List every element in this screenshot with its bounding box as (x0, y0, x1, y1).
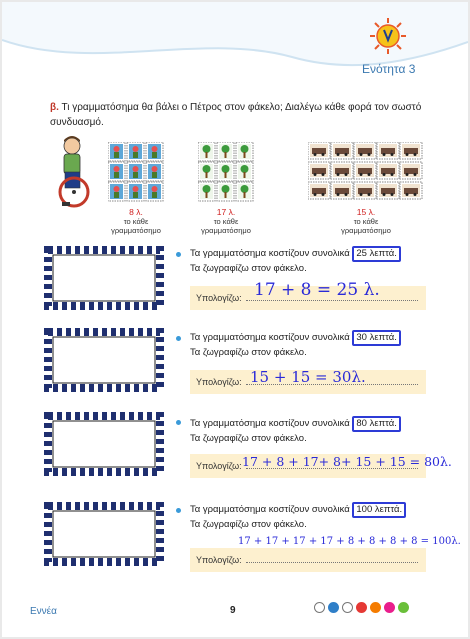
task-4-text (190, 502, 450, 532)
amount-box: 25 λεπτά. (352, 246, 401, 262)
envelope-frame-3 (44, 412, 164, 476)
task-3-text (190, 416, 450, 446)
task-line: Τα γραμματόσημα κοστίζουν συνολικά (190, 504, 350, 515)
task-line: Τα ζωγραφίζω στον φάκελο. (190, 347, 307, 358)
stamp-grid-8 (108, 142, 164, 202)
color-dot (356, 602, 367, 613)
calc-label: Υπολογίζω: (196, 377, 242, 387)
envelope-frame-4 (44, 502, 164, 566)
amount-box: 30 λεπτά. (352, 330, 401, 346)
task-line: Τα ζωγραφίζω στον φάκελο. (190, 519, 307, 530)
stamp-caption-17 (196, 208, 256, 235)
task-line: Τα ζωγραφίζω στον φάκελο. (190, 263, 307, 274)
calc-box-4 (190, 548, 426, 572)
task-line: Τα ζωγραφίζω στον φάκελο. (190, 433, 307, 444)
stamp-caption-line: το κάθε (213, 217, 239, 226)
color-dot (398, 602, 409, 613)
bullet-dot (176, 420, 181, 425)
answer-2: 15 + 15 = 30λ. (250, 368, 366, 386)
page-number: 9 (230, 605, 236, 616)
stamp-caption-8 (106, 208, 166, 235)
task-1-text (190, 246, 450, 276)
bullet-dot (176, 252, 181, 257)
stamp-caption-line: γραμματόσημο (341, 226, 391, 235)
calc-label: Υπολογίζω: (196, 461, 242, 471)
question-body: Τι γραμματόσημα θα βάλει ο Πέτρος στον φάκελο; Διαλέγω κάθε φορά τον σωστό συνδυασμό. (50, 102, 422, 128)
stamp-caption-line: γραμματόσημο (201, 226, 251, 235)
task-line: Τα γραμματόσημα κοστίζουν συνολικά (190, 332, 350, 343)
stamps-8 (108, 142, 164, 207)
task-line: Τα γραμματόσημα κοστίζουν συνολικά (190, 418, 350, 429)
calc-label: Υπολογίζω: (196, 293, 242, 303)
color-dot (370, 602, 381, 613)
task-2-text (190, 330, 450, 360)
question-text (50, 100, 430, 130)
question-label: β. (50, 102, 59, 113)
stamp-price-17: 17 λ. (216, 207, 236, 217)
stamps-17 (198, 142, 254, 207)
stamp-caption-line: το κάθε (123, 217, 149, 226)
task-line: Τα γραμματόσημα κοστίζουν συνολικά (190, 248, 350, 259)
calc-label: Υπολογίζω: (196, 555, 242, 565)
answer-1: 17 + 8 = 25 λ. (254, 280, 380, 300)
stamp-caption-line: το κάθε (353, 217, 379, 226)
stamps-15 (308, 142, 424, 207)
answer-3: 17 + 8 + 17+ 8+ 15 + 15 = 80λ. (242, 454, 452, 469)
envelope-frame-1 (44, 246, 164, 310)
stamp-price-8: 8 λ. (129, 207, 143, 217)
amount-box: 100 λεπτά. (352, 502, 406, 518)
color-dot (342, 602, 353, 613)
color-dot (314, 602, 325, 613)
color-dot (384, 602, 395, 613)
stamp-grid-15 (308, 142, 424, 202)
dotted-line (246, 300, 418, 301)
stamp-price-15: 15 λ. (356, 207, 376, 217)
unit-title: Ενότητα 3 (362, 62, 416, 76)
bullet-dot (176, 336, 181, 341)
boy-wheelchair-illustration (52, 134, 94, 210)
bullet-dot (176, 508, 181, 513)
stamp-caption-15 (336, 208, 396, 235)
footer-page-word: Εννέα (30, 606, 57, 617)
stamp-caption-line: γραμματόσημο (111, 226, 161, 235)
workbook-page (2, 2, 468, 637)
envelope-frame-2 (44, 328, 164, 392)
color-dots (314, 602, 409, 613)
stamp-grid-17 (198, 142, 254, 202)
answer-4: 17 + 17 + 17 + 17 + 8 + 8 + 8 + 8 = 100λ. (238, 536, 461, 547)
dotted-line (246, 562, 418, 563)
amount-box: 80 λεπτά. (352, 416, 401, 432)
color-dot (328, 602, 339, 613)
clock-icon (370, 18, 406, 54)
